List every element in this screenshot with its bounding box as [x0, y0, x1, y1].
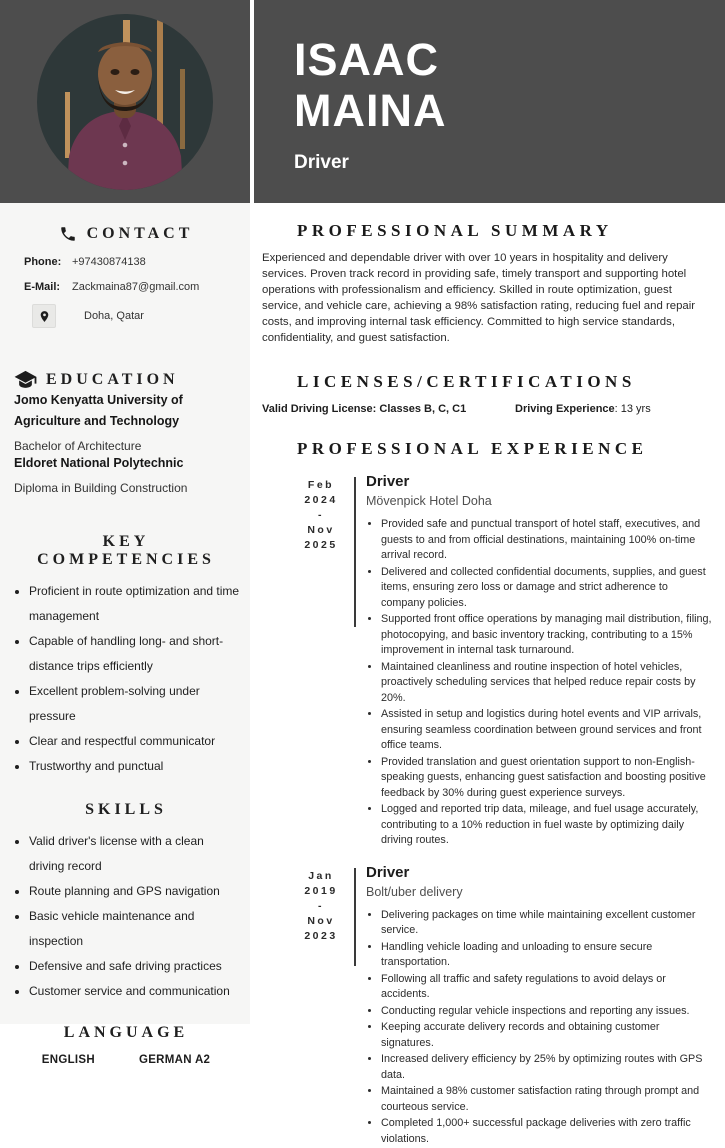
job-bullet-list [366, 908, 712, 1148]
competency-item: • Excellent problem-solving under pressure [29, 679, 240, 729]
driving-experience-value: : 13 yrs [615, 403, 651, 415]
profile-photo [37, 14, 213, 190]
job-role: Driver [366, 864, 712, 881]
contact-value: Zackmaina87@gmail.com [72, 281, 199, 293]
experience-jobs [262, 473, 712, 1148]
job-date-line: - [295, 899, 347, 914]
main-column [254, 0, 725, 1024]
job-dates [295, 864, 347, 1148]
portrait-photo-illustration [37, 14, 213, 190]
job-date-line: Jan [295, 869, 347, 884]
contact-value: +97430874138 [72, 256, 146, 268]
sidebar-content [0, 203, 250, 1066]
contact-rows [12, 256, 240, 293]
competency-item: • Capable of handling long- and short-distance trips efficiently [29, 629, 240, 679]
main-content [254, 203, 725, 1148]
contact-title: CONTACT [87, 225, 194, 243]
job-bullet: • Completed 1,000+ successful package deliveries with zero traffic violations. [381, 1116, 712, 1147]
photo-panel [0, 0, 250, 203]
driving-experience-text [515, 403, 651, 415]
skill-item: • Basic vehicle maintenance and inspection [29, 904, 240, 954]
summary-text: Experienced and dependable driver with over 10 years in hospitality and delivery services. Proven track record in providing safe, timely transport and supporting hotel operations with professionalism and efficiency. Skilled in route optimization, guest service, and vehicle care, achieving a 98% satisfaction rating, reducing fuel and repair costs, and improving internal task efficiency. Committed to high service standards, confidentiality, and guest satisfaction. [262, 250, 712, 346]
education-title: EDUCATION [46, 371, 179, 389]
education-entry [12, 453, 240, 495]
job-bullet: • Maintained cleanliness and routine inspection of hotel vehicles, proactively scheduling services that helped reduce repair costs by 20%. [381, 660, 712, 707]
job-entry [262, 864, 712, 1148]
job-date-line: 2019 [295, 884, 347, 899]
driving-license-text: Valid Driving License: Classes B, C, C1 [262, 403, 515, 415]
licenses-title: LICENSES/CERTIFICATIONS [297, 372, 636, 392]
job-role: Driver [366, 473, 712, 490]
competency-item: • Trustworthy and punctual [29, 754, 240, 779]
licenses-row [262, 403, 712, 415]
job-bullet: • Following all traffic and safety regulations to avoid delays or accidents. [381, 972, 712, 1003]
first-name: ISAAC [294, 34, 705, 85]
job-bullet: • Provided translation and guest orientation support to non-English-speaking guests, enhancing guest satisfaction and boosting positive feedback by 30% during guest experience surveys. [381, 755, 712, 802]
job-entry [262, 473, 712, 850]
language-item: GERMAN A2 [139, 1054, 210, 1066]
location-row [12, 304, 240, 328]
contact-row [12, 281, 240, 293]
key-competencies-list [12, 579, 240, 779]
name-banner [254, 0, 725, 203]
skills-title: SKILLS [12, 801, 240, 819]
job-date-line: 2023 [295, 929, 347, 944]
education-school: Eldoret National Polytechnic [14, 453, 240, 474]
job-details [366, 864, 712, 1148]
job-bullet: • Increased delivery efficiency by 25% by optimizing routes with GPS data. [381, 1052, 712, 1083]
contact-section-header [12, 225, 240, 243]
job-bullet: • Conducting regular vehicle inspections and reporting any issues. [381, 1004, 712, 1020]
contact-label: Phone: [24, 256, 72, 268]
job-bullet-list [366, 517, 712, 849]
language-list [12, 1054, 240, 1066]
job-date-line: 2025 [295, 538, 347, 553]
language-title: LANGUAGE [12, 1024, 240, 1042]
job-divider-line [354, 868, 356, 966]
key-competencies-title: KEY COMPETENCIES [12, 533, 240, 569]
skill-item: • Customer service and communication [29, 979, 240, 1004]
competency-item: • Clear and respectful communicator [29, 729, 240, 754]
contact-row [12, 256, 240, 268]
education-degree: Bachelor of Architecture [14, 439, 240, 453]
job-divider-line [354, 477, 356, 627]
skill-item: • Valid driver's license with a clean driving record [29, 829, 240, 879]
phone-icon [59, 225, 77, 243]
last-name: MAINA [294, 85, 705, 136]
job-company: Bolt/uber delivery [366, 885, 712, 899]
competency-item: • Proficient in route optimization and time management [29, 579, 240, 629]
education-entries [12, 390, 240, 495]
education-entry [12, 390, 240, 453]
job-date-line: 2024 [295, 493, 347, 508]
skill-item: • Defensive and safe driving practices [29, 954, 240, 979]
job-date-line: - [295, 508, 347, 523]
language-item: ENGLISH [42, 1054, 95, 1066]
sidebar [0, 0, 250, 1024]
education-degree: Diploma in Building Construction [14, 481, 240, 495]
job-bullet: • Delivered and collected confidential documents, supplies, and guest items, ensuring zero loss or damage and strict adherence to company policies. [381, 565, 712, 612]
experience-title: PROFESSIONAL EXPERIENCE [297, 439, 648, 459]
job-date-line: Feb [295, 478, 347, 493]
job-date-line: Nov [295, 914, 347, 929]
job-bullet: • Delivering packages on time while maintaining excellent customer service. [381, 908, 712, 939]
education-school: Jomo Kenyatta University of Agriculture and Technology [14, 390, 240, 432]
job-bullet: • Assisted in setup and logistics during hotel events and VIP arrivals, ensuring seamless coordination between ground services and front office teams. [381, 707, 712, 754]
location-value: Doha, Qatar [84, 310, 144, 322]
job-bullet: • Maintained a 98% customer satisfaction rating through prompt and courteous service. [381, 1084, 712, 1115]
job-details [366, 473, 712, 850]
skills-list [12, 829, 240, 1004]
job-bullet: • Keeping accurate delivery records and obtaining customer signatures. [381, 1020, 712, 1051]
job-date-line: Nov [295, 523, 347, 538]
location-pin-icon [32, 304, 56, 328]
job-dates [295, 473, 347, 850]
summary-title: PROFESSIONAL SUMMARY [297, 221, 613, 240]
job-bullet: • Supported front office operations by managing mail distribution, filing, photocopying, and basic inventory tracking, contributing to a 15% improvement in internal task turnaround. [381, 612, 712, 659]
graduation-cap-icon [14, 370, 37, 390]
job-bullet: • Logged and reported trip data, mileage, and fuel usage accurately, contributing to a 10% reduction in fuel waste by optimizing daily driving routes. [381, 802, 712, 849]
contact-label: E-Mail: [24, 281, 72, 293]
driving-experience-label: Driving Experience [515, 403, 615, 415]
job-bullet: • Handling vehicle loading and unloading to ensure secure transportation. [381, 940, 712, 971]
header-job-title: Driver [294, 152, 705, 174]
skill-item: • Route planning and GPS navigation [29, 879, 240, 904]
job-company: Mövenpick Hotel Doha [366, 494, 712, 508]
job-bullet: • Provided safe and punctual transport of hotel staff, executives, and guests to and from official destinations, maintaining 100% on-time arrival record. [381, 517, 712, 564]
education-section-header [12, 370, 240, 390]
